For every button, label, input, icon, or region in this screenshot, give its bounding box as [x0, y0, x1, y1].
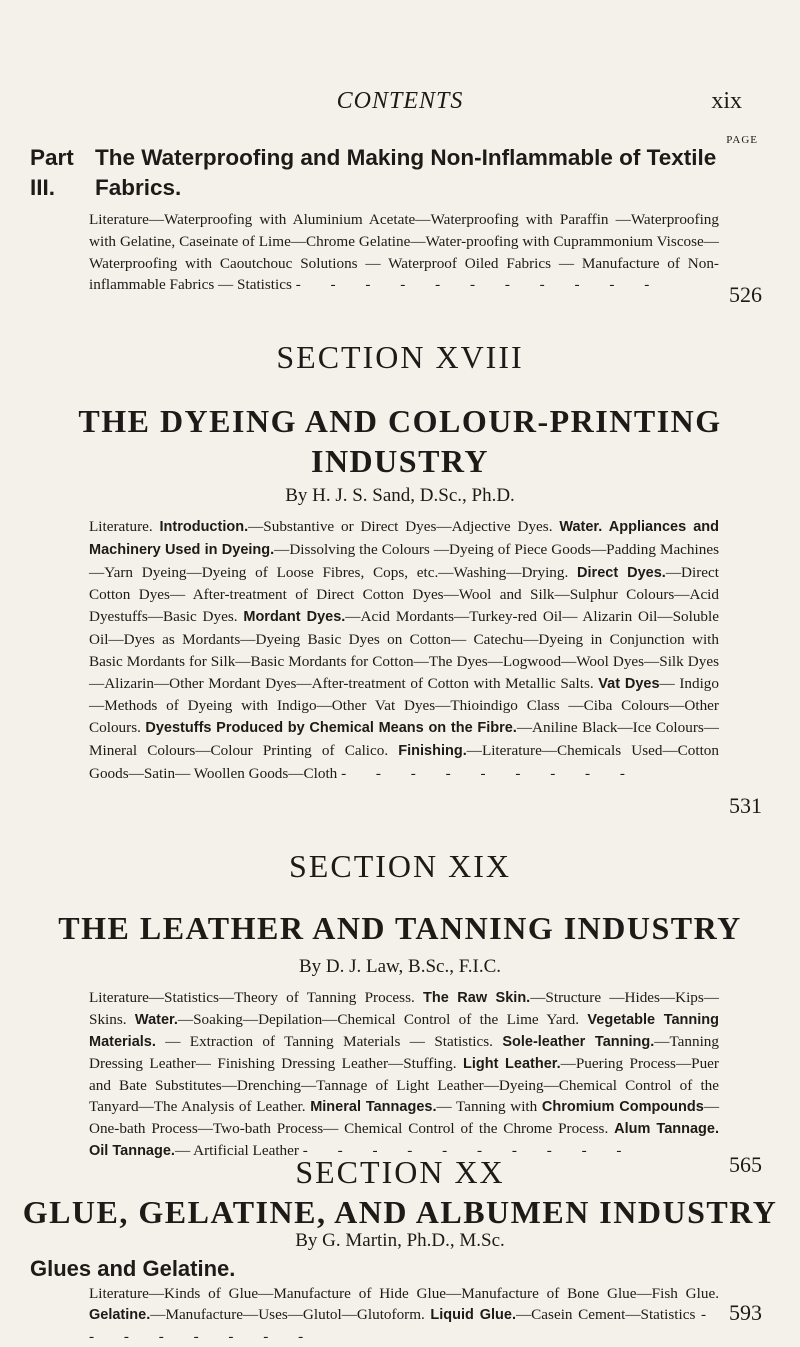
entry-text: —Literature—Chemicals Used—Cotton Goods—Satin— Woollen Goods—Cloth — [89, 741, 719, 782]
entry-heading: Dyestuffs Produced by Chemical Means on the Fibre. — [145, 720, 517, 737]
entry-text: —Tanning Dressing Leather— Finishing Dressing Leather—Stuffing. — [89, 1033, 719, 1072]
entry-heading: Gelatine. — [89, 1307, 151, 1323]
part3-entry — [89, 209, 719, 296]
entry-text: — Artificial Leather — [174, 1142, 299, 1159]
entry-heading: Chromium Compounds — [541, 1099, 704, 1115]
entry-text: —Direct Cotton Dyes— After-treatment of Direct Cotton Dyes—Wool and Silk—Sulphur Colours—Acid Dyestuffs—Basic Dyes. — [89, 563, 719, 626]
running-title: CONTENTS — [336, 88, 464, 114]
entry-heading: Liquid Glue. — [430, 1307, 516, 1323]
entry-text: —Casein Cement—Statistics — [515, 1306, 696, 1323]
entry-text: —Soaking—Depilation—Chemical Control of the Lime Yard. — [177, 1011, 588, 1028]
entry-text: —Acid Mordants—Turkey-red Oil— Alizarin Oil—Soluble Oil—Dyes as Mordants—Dyeing Basic Dyes on Cotton— Catechu—Dyeing in Conjunction with Basic Mordants for Silk—Basic Mordants for Cotton—The Dyes—Logwood—Wool Dyes—Silk Dyes—Alizarin—Other Mordant Dyes—After-treatment of Cotton with Metallic Salts. — [89, 608, 719, 692]
entry-text: Literature—Statistics—Theory of Tanning Process. — [89, 989, 424, 1006]
section-20-byline: By G. Martin, Ph.D., M.Sc. — [295, 1230, 505, 1251]
section-18-label: SECTION XVIII — [276, 339, 524, 375]
entry-heading: Introduction. — [159, 519, 249, 535]
entry-heading: Mineral Tannages. — [310, 1099, 437, 1115]
section-18-byline: By H. J. S. Sand, D.Sc., Ph.D. — [285, 485, 515, 506]
entry-heading: Sole-leather Tanning. — [502, 1034, 655, 1050]
section-19-label: SECTION XIX — [289, 848, 511, 884]
entry-text: — Indigo—Methods of Dyeing with Indigo—Other Vat Dyes—Thioindigo Class —Ciba Colours—Other Colours. — [89, 674, 719, 737]
entry-text: Literature—Kinds of Glue—Manufacture of Hide Glue—Manufacture of Bone Glue—Fish Glue. — [89, 1285, 719, 1302]
section-20-page-number: 593 — [729, 1300, 762, 1325]
section-20-title: GLUE, GELATINE, AND ALBUMEN INDUSTRY — [22, 1194, 778, 1230]
section-20-label: SECTION XX — [295, 1154, 505, 1190]
entry-heading: Direct Dyes. — [577, 564, 666, 581]
entry-text: —Substantive or Direct Dyes—Adjective Dyes. — [248, 518, 560, 535]
entry-text: Literature. — [89, 518, 160, 535]
entry-text: —Dissolving the Colours —Dyeing of Piece Goods—Padding Machines—Yarn Dyeing—Dyeing of Loose Fibres, Cops, etc.—Washing—Drying. — [89, 540, 719, 581]
section-19-byline: By D. J. Law, B.Sc., F.I.C. — [298, 956, 502, 977]
part-label: Part III. — [30, 145, 74, 200]
sub-heading: Glues and Gelatine. — [30, 1256, 236, 1281]
entry-text: — Tanning with — [436, 1098, 542, 1115]
entry-text: —Manufacture—Uses—Glutol—Glutoform. — [150, 1306, 431, 1323]
section-19-entry — [89, 987, 719, 1162]
section-18-entry — [89, 516, 719, 785]
entry-heading: Water. Appliances and Machinery Used in Dyeing. — [89, 519, 719, 558]
leader-dots: - - - - - - - - — [89, 1306, 719, 1345]
entry-heading: Mordant Dyes. — [243, 609, 346, 626]
section-18-title: THE DYEING AND COLOUR-PRINTING INDUSTRY — [78, 403, 722, 479]
entry-text: — Extraction of Tanning Materials — Statistics. — [155, 1033, 503, 1050]
entry-heading: Water. — [134, 1012, 178, 1028]
entry-heading: Vat Dyes — [598, 675, 660, 692]
entry-heading: Vegetable Tanning Materials. — [89, 1012, 720, 1050]
part-title: The Waterproofing and Making Non-Inflammable of Textile Fabrics. — [95, 145, 717, 200]
section-20-entry — [89, 1283, 719, 1347]
entry-text: —One-bath Process—Two-bath Process— Chemical Control of the Chrome Process. — [89, 1098, 720, 1137]
page-column-label: PAGE — [726, 134, 758, 146]
section-19-title: THE LEATHER AND TANNING INDUSTRY — [58, 910, 742, 946]
entry-text: Literature—Waterproofing with Aluminium Acetate—Waterproofing with Paraffin —Waterproofing with Gelatine, Caseinate of Lime—Chrome Gelatine—Water-proofing with Cuprammonium Viscose—Waterproofing with Caoutchouc Solutions — Waterproof Oiled Fabrics — Manufacture of Non-inflammable Fabrics — Statistics — [89, 211, 719, 294]
part-heading — [30, 143, 750, 203]
section-18-page-number: 531 — [729, 793, 762, 818]
entry-text: —Aniline Black—Ice Colours—Mineral Colours—Colour Printing of Calico. — [89, 719, 719, 759]
entry-text: —Puering Process—Puer and Bate Substitutes—Drenching—Tannage of Light Leather—Dyeing—Chemical Control of the Tanyard—The Analysis of Leather. — [89, 1055, 719, 1115]
entry-heading: Alum Tannage. Oil Tannage. — [89, 1121, 719, 1159]
leader-dots: - - - - - - - - - - — [302, 1142, 635, 1159]
entry-heading: Light Leather. — [462, 1056, 561, 1072]
entry-text: —Structure —Hides—Kips—Skins. — [89, 989, 719, 1028]
section-19-page-number: 565 — [729, 1152, 762, 1177]
entry-heading: The Raw Skin. — [423, 990, 531, 1006]
folio: xix — [711, 88, 742, 114]
running-head — [0, 88, 800, 118]
leader-dots: - - - - - - - - - — [341, 764, 638, 782]
part3-page-number: 526 — [729, 282, 762, 307]
leader-dots: - - - - - - - - - - - — [295, 276, 663, 294]
entry-heading: Finishing. — [398, 742, 467, 759]
